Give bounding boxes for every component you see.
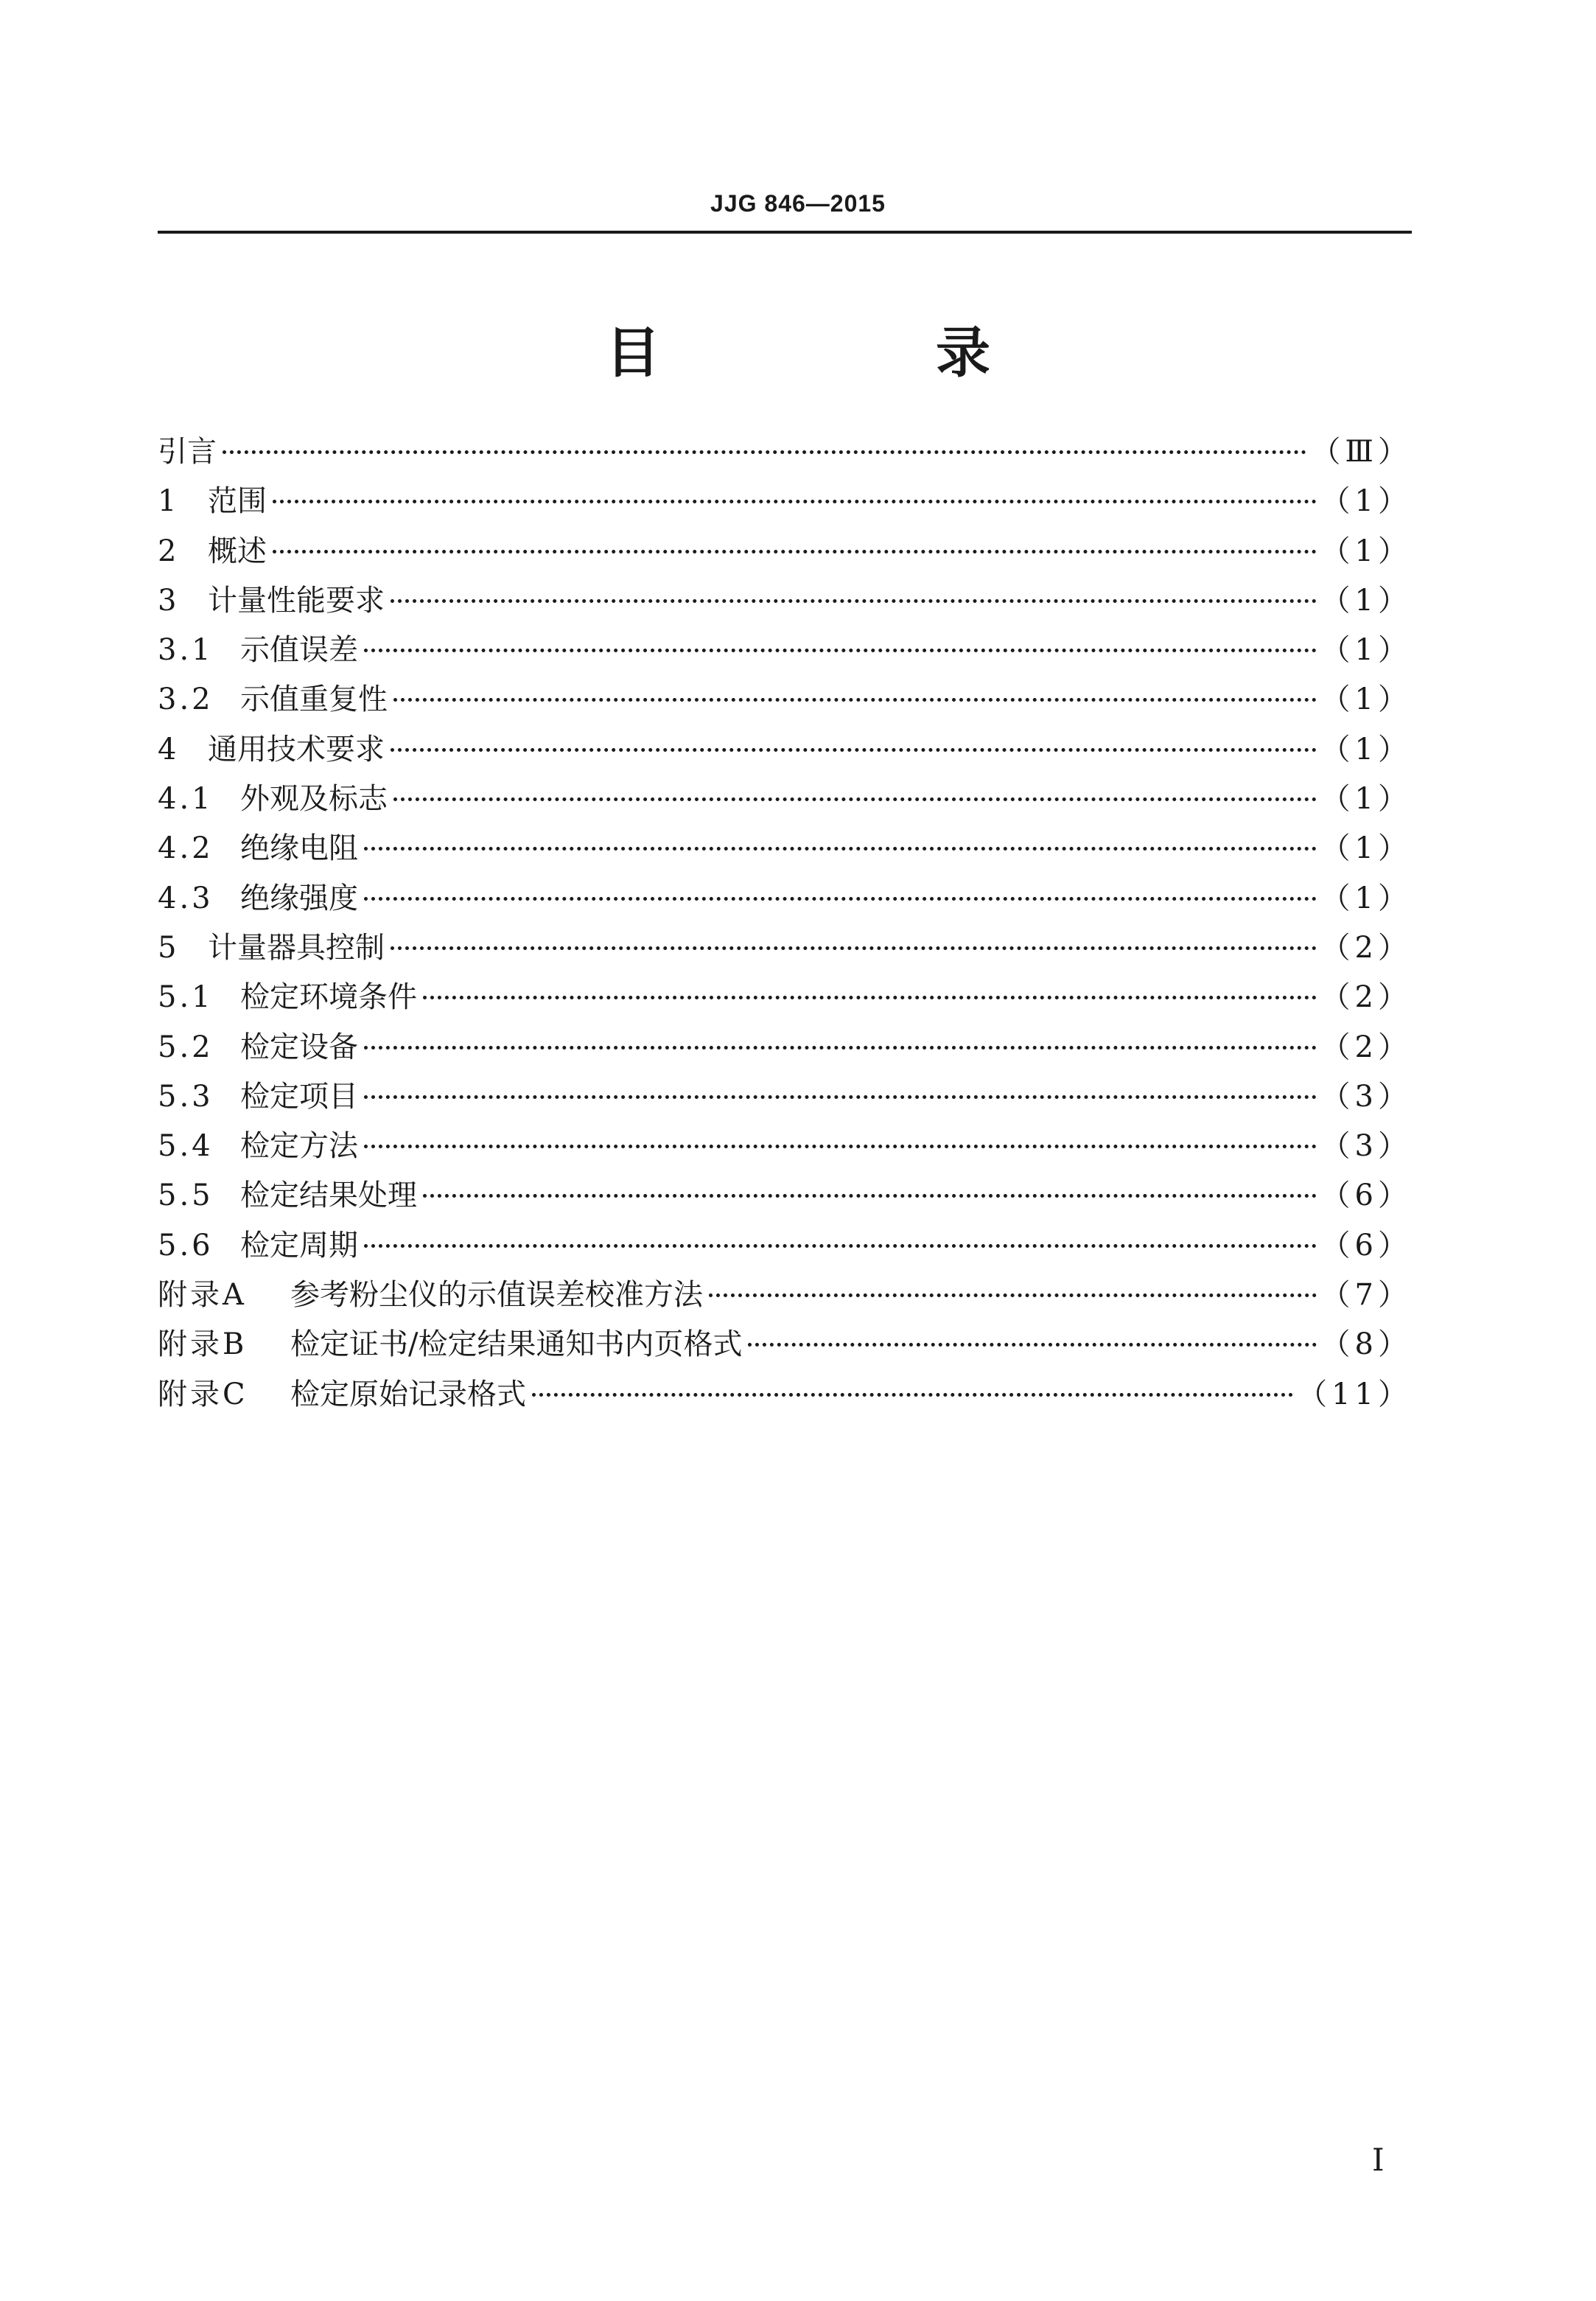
toc-entry-number: 5.5 xyxy=(158,1179,214,1213)
toc-entry[interactable] xyxy=(158,1271,1412,1320)
toc-entry-title: 计量性能要求 xyxy=(208,583,385,618)
toc-entry-page: （7） xyxy=(1320,1278,1412,1313)
toc-dot-leader xyxy=(364,1145,1317,1148)
toc-entry-label xyxy=(158,1122,358,1171)
toc-title: 目 录 xyxy=(606,321,1101,385)
toc-entry-label xyxy=(158,675,388,724)
toc-entry[interactable] xyxy=(158,675,1412,724)
toc-entry-title: 示值误差 xyxy=(240,633,358,668)
toc-entry[interactable] xyxy=(158,527,1412,576)
toc-entry-label xyxy=(158,1271,703,1320)
toc-entry-label xyxy=(158,1023,358,1072)
toc-dot-leader xyxy=(748,1343,1316,1347)
toc-entry-number: 4.3 xyxy=(158,881,214,915)
toc-entry-label xyxy=(158,874,358,923)
toc-entry-title: 范围 xyxy=(208,484,267,519)
toc-entry-page: （1） xyxy=(1320,583,1412,618)
toc-entry-number: 4 xyxy=(158,732,180,767)
toc-entry-label xyxy=(158,824,358,873)
toc-dot-leader xyxy=(391,748,1317,752)
toc-entry-page: （1） xyxy=(1320,484,1412,519)
toc-entry[interactable] xyxy=(158,1370,1412,1420)
toc-entry-page: （Ⅲ） xyxy=(1311,435,1412,469)
toc-entry-page: （6） xyxy=(1320,1228,1412,1263)
toc-entry-number: 4.2 xyxy=(158,831,214,866)
toc-entry-title: 概述 xyxy=(208,534,267,568)
toc-entry-title: 绝缘强度 xyxy=(240,881,358,915)
toc-entry-number: 附录B xyxy=(158,1327,248,1362)
toc-entry[interactable] xyxy=(158,923,1412,973)
toc-entry-title: 引言 xyxy=(158,435,217,469)
toc-entry[interactable] xyxy=(158,477,1412,526)
toc-entry[interactable] xyxy=(158,973,1412,1022)
toc-entry[interactable] xyxy=(158,775,1412,824)
toc-entry-number: 附录C xyxy=(158,1377,248,1411)
toc-entry-label xyxy=(158,775,388,824)
toc-dot-leader xyxy=(364,1046,1317,1050)
toc-entry-title: 外观及标志 xyxy=(240,782,388,817)
toc-entry[interactable] xyxy=(158,824,1412,873)
toc-entry-number: 2 xyxy=(158,534,180,568)
toc-entry[interactable] xyxy=(158,1171,1412,1221)
toc-entry-number: 1 xyxy=(158,484,180,519)
toc-dot-leader xyxy=(364,897,1317,901)
toc-entry-title: 检定周期 xyxy=(240,1228,358,1263)
toc-entry[interactable] xyxy=(158,1072,1412,1122)
toc-dot-leader xyxy=(391,599,1317,603)
toc-entry[interactable] xyxy=(158,874,1412,923)
toc-entry-label xyxy=(158,1221,358,1271)
toc-dot-leader xyxy=(532,1393,1293,1397)
toc-entry-page: （2） xyxy=(1320,1030,1412,1064)
toc-entry-title: 检定原始记录格式 xyxy=(290,1377,526,1411)
toc-entry-page: （2） xyxy=(1320,980,1412,1015)
table-of-contents xyxy=(158,427,1412,1420)
toc-entry[interactable] xyxy=(158,725,1412,775)
toc-entry-label xyxy=(158,626,358,675)
toc-dot-leader xyxy=(364,1244,1317,1248)
toc-dot-leader xyxy=(364,1095,1317,1099)
toc-entry-title: 检定证书/检定结果通知书内页格式 xyxy=(290,1327,743,1362)
toc-entry-title: 参考粉尘仪的示值误差校准方法 xyxy=(290,1278,703,1313)
toc-entry-label xyxy=(158,1370,526,1420)
toc-entry-number: 4.1 xyxy=(158,782,214,817)
toc-entry-number: 5.3 xyxy=(158,1079,214,1114)
toc-entry-title: 检定环境条件 xyxy=(240,980,417,1015)
toc-entry-number: 5.2 xyxy=(158,1030,214,1064)
page-number: I xyxy=(1372,2142,1385,2178)
toc-dot-leader xyxy=(423,996,1317,999)
toc-entry-title: 检定项目 xyxy=(240,1079,358,1114)
toc-entry-label xyxy=(158,576,385,626)
toc-entry[interactable] xyxy=(158,576,1412,626)
toc-entry-label xyxy=(158,973,417,1022)
toc-dot-leader xyxy=(273,550,1317,554)
toc-entry-title: 绝缘电阻 xyxy=(240,831,358,866)
toc-entry-number: 5.6 xyxy=(158,1228,214,1263)
toc-dot-leader xyxy=(709,1293,1317,1297)
toc-entry-page: （1） xyxy=(1320,633,1412,668)
toc-entry-number: 5 xyxy=(158,930,180,965)
toc-entry-page: （3） xyxy=(1320,1079,1412,1114)
toc-dot-leader xyxy=(273,500,1317,503)
toc-entry[interactable] xyxy=(158,1122,1412,1171)
toc-dot-leader xyxy=(223,450,1306,454)
toc-entry[interactable] xyxy=(158,626,1412,675)
toc-entry-title: 检定方法 xyxy=(240,1129,358,1164)
toc-entry-number: 5.1 xyxy=(158,980,214,1015)
toc-entry-number: 3 xyxy=(158,583,180,618)
toc-entry-number: 3.2 xyxy=(158,682,214,717)
toc-entry-label xyxy=(158,1320,742,1369)
toc-entry-page: （8） xyxy=(1320,1327,1412,1362)
toc-entry-page: （3） xyxy=(1320,1129,1412,1164)
toc-dot-leader xyxy=(393,698,1317,702)
toc-entry-page: （1） xyxy=(1320,831,1412,866)
toc-entry-number: 5.4 xyxy=(158,1129,214,1164)
toc-entry-label xyxy=(158,477,267,526)
toc-entry-label xyxy=(158,527,267,576)
toc-dot-leader xyxy=(423,1194,1317,1198)
toc-entry-number: 附录A xyxy=(158,1278,247,1313)
toc-entry-label xyxy=(158,725,385,775)
toc-entry-title: 检定结果处理 xyxy=(240,1179,417,1213)
toc-entry[interactable] xyxy=(158,1221,1412,1271)
toc-entry[interactable] xyxy=(158,1023,1412,1072)
toc-entry-page: （11） xyxy=(1298,1377,1412,1411)
toc-entry-page: （2） xyxy=(1320,930,1412,965)
toc-entry-number: 3.1 xyxy=(158,633,214,668)
toc-entry[interactable] xyxy=(158,427,1412,477)
toc-entry-title: 检定设备 xyxy=(240,1030,358,1064)
toc-entry-page: （1） xyxy=(1320,782,1412,817)
document-code: JJG 846—2015 xyxy=(710,190,886,217)
toc-entry-page: （1） xyxy=(1320,682,1412,717)
toc-entry-title: 计量器具控制 xyxy=(208,930,385,965)
header-rule xyxy=(158,231,1412,234)
toc-entry-title: 通用技术要求 xyxy=(208,732,385,767)
toc-entry[interactable] xyxy=(158,1320,1412,1369)
toc-entry-label xyxy=(158,923,385,973)
toc-entry-page: （6） xyxy=(1320,1179,1412,1213)
toc-entry-title: 示值重复性 xyxy=(240,682,388,717)
toc-dot-leader xyxy=(364,847,1317,851)
toc-dot-leader xyxy=(393,797,1317,801)
toc-entry-label xyxy=(158,1072,358,1122)
toc-entry-label xyxy=(158,1171,417,1221)
toc-entry-page: （1） xyxy=(1320,732,1412,767)
toc-entry-label xyxy=(158,427,217,477)
toc-entry-page: （1） xyxy=(1320,534,1412,568)
toc-dot-leader xyxy=(391,946,1317,950)
toc-entry-page: （1） xyxy=(1320,881,1412,915)
toc-dot-leader xyxy=(364,649,1317,652)
